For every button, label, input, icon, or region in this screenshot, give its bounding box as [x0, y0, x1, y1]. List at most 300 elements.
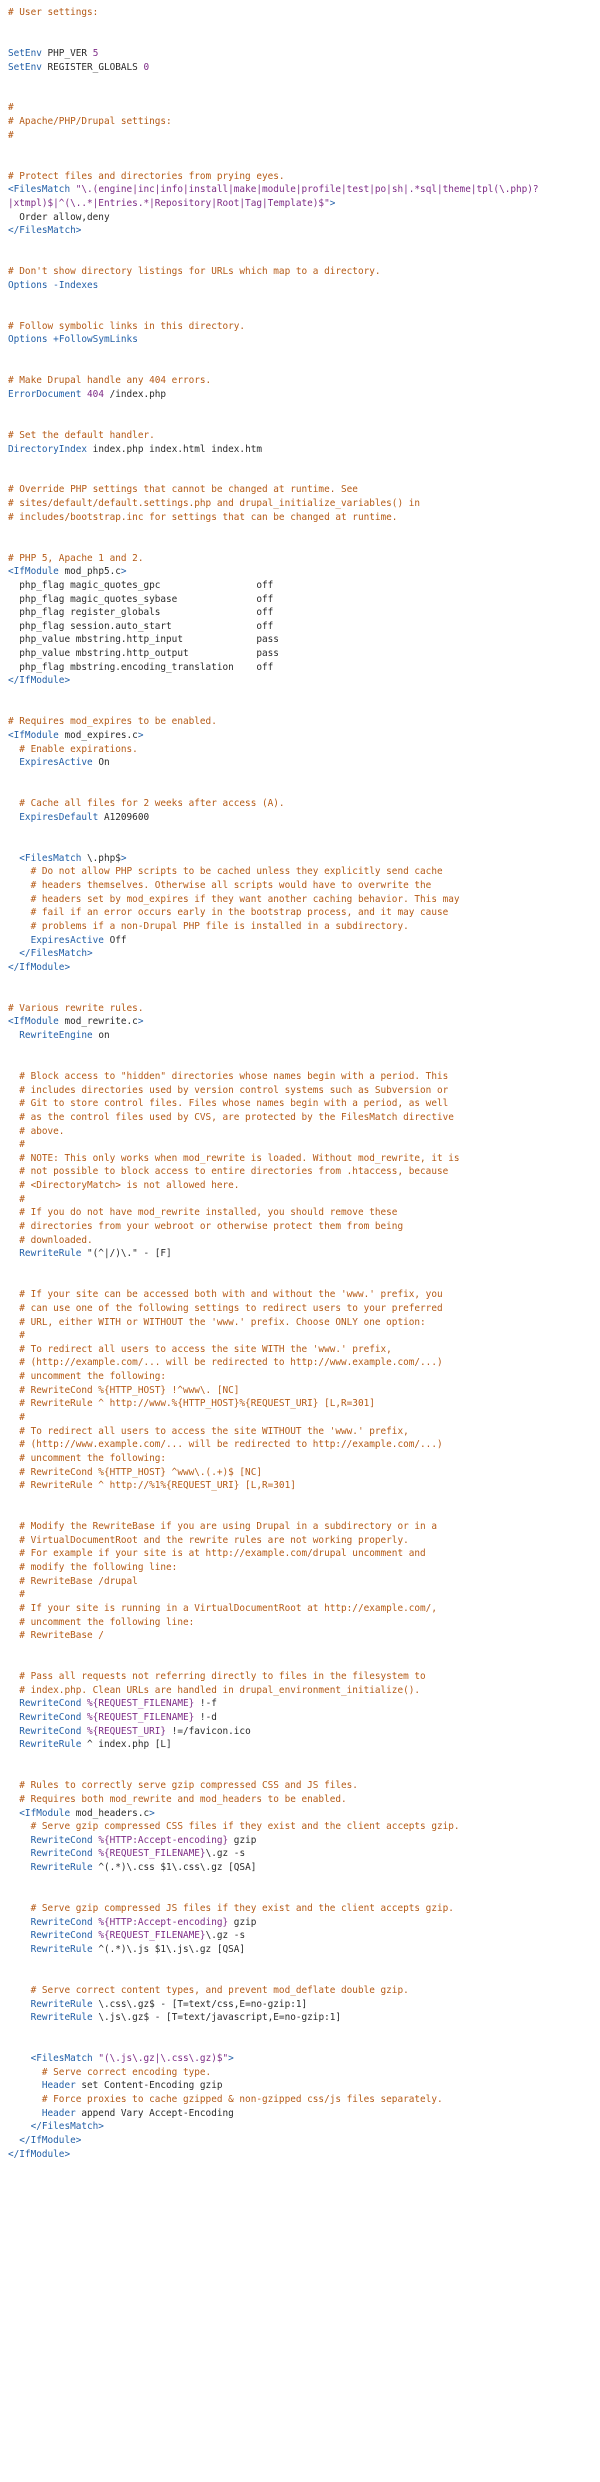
code-token: RewriteCond — [8, 1712, 82, 1724]
code-token: # If your site can be accessed both with and without the 'www.' prefix, you — [8, 1289, 443, 1301]
code-token: # To redirect all users to access the site WITH the 'www.' prefix, — [8, 1343, 392, 1355]
code-line — [8, 483, 600, 497]
code-token: mod_php5.c — [58, 566, 121, 578]
blank-line — [8, 1261, 600, 1275]
code-line — [8, 2093, 600, 2107]
code-token: ^(.*)\.js $1\.js\.gz [QSA] — [92, 1943, 246, 1955]
code-line — [8, 1916, 600, 1930]
code-token: php_flag session.auto_start off — [8, 620, 274, 632]
code-token: # PHP 5, Apache 1 and 2. — [8, 552, 144, 564]
code-token: # URL, either WITH or WITHOUT the 'www.' prefix. Choose ONLY one option: — [8, 1316, 426, 1328]
code-token: # sites/default/default.settings.php and drupal_initialize_variables() in — [8, 498, 421, 510]
code-token: </FilesMatch> — [8, 225, 82, 237]
code-token: %{REQUEST_URI} — [87, 1725, 167, 1737]
code-token: # Serve correct content types, and prevent mod_deflate double gzip. — [8, 1984, 409, 1996]
code-token: # — [8, 1589, 25, 1601]
code-line — [8, 961, 600, 975]
code-token: Header — [8, 2080, 76, 2092]
code-line — [8, 1397, 600, 1411]
blank-line — [8, 1056, 600, 1070]
code-token: # Apache/PHP/Drupal settings: — [8, 116, 172, 128]
code-line — [8, 1111, 600, 1125]
code-token: Off — [103, 934, 127, 946]
code-token: |xtmpl)$|^(\..*|Entries.*|Repository|Root|Tag|Template)$" — [8, 197, 330, 209]
code-token: # RewriteBase /drupal — [8, 1575, 138, 1587]
blank-line — [8, 470, 600, 484]
code-token: 0 — [143, 61, 150, 73]
code-token: <IfModule — [8, 566, 59, 578]
code-line — [8, 511, 600, 525]
code-token: > — [329, 197, 336, 209]
code-token: </IfModule> — [8, 2134, 82, 2146]
code-line — [8, 1697, 600, 1711]
code-line — [8, 1738, 600, 1752]
code-token: \.gz -s — [205, 1848, 246, 1860]
code-token: # includes/bootstrap.inc for settings that can be changed at runtime. — [8, 511, 398, 523]
code-token: # Follow symbolic links in this directory. — [8, 320, 246, 332]
code-token: RewriteRule — [8, 2012, 93, 2024]
code-token: </IfModule> — [8, 961, 71, 973]
code-token: # — [8, 1411, 25, 1423]
code-line — [8, 1684, 600, 1698]
blank-line — [8, 1957, 600, 1971]
code-token: # Serve correct encoding type. — [8, 2066, 212, 2078]
blank-line — [8, 1970, 600, 1984]
code-token: > — [137, 729, 144, 741]
code-token: # Rules to correctly serve gzip compressed CSS and JS files. — [8, 1780, 358, 1792]
code-line — [8, 1343, 600, 1357]
code-token: # (http://example.com/... will be redirected to http://www.example.com/...) — [8, 1357, 443, 1369]
blank-line — [8, 33, 600, 47]
code-token: # Override PHP settings that cannot be changed at runtime. See — [8, 484, 358, 496]
code-line — [8, 388, 600, 402]
code-token: > — [228, 2053, 234, 2065]
code-token: # To redirect all users to access the site WITHOUT the 'www.' prefix, — [8, 1425, 409, 1437]
blank-line — [8, 702, 600, 716]
blank-line — [8, 88, 600, 102]
code-token: </IfModule> — [8, 675, 71, 687]
blank-line — [8, 1275, 600, 1289]
code-token: </IfModule> — [8, 2148, 71, 2160]
code-line — [8, 1779, 600, 1793]
code-token: # NOTE: This only works when mod_rewrite is loaded. Without mod_rewrite, it is — [8, 1152, 460, 1164]
code-token: php_flag mbstring.encoding_translation off — [8, 661, 274, 673]
code-token: "(\.js\.gz|\.css\.gz)$" — [98, 2053, 229, 2065]
code-token: ExpiresDefault — [8, 811, 99, 823]
blank-line — [8, 142, 600, 156]
code-line — [8, 1834, 600, 1848]
code-token: # Git to store control files. Files whose names begin with a period, as well — [8, 1098, 449, 1110]
blank-line — [8, 74, 600, 88]
code-token: set Content-Encoding gzip — [75, 2080, 223, 2092]
code-token: !-d — [194, 1712, 217, 1724]
code-line — [8, 756, 600, 770]
code-line — [8, 1725, 600, 1739]
code-line — [8, 265, 600, 279]
code-line — [8, 1520, 600, 1534]
code-line — [8, 1370, 600, 1384]
code-line — [8, 920, 600, 934]
blank-line — [8, 988, 600, 1002]
code-line — [8, 1670, 600, 1684]
code-line — [8, 320, 600, 334]
code-line — [8, 224, 600, 238]
code-token: # RewriteBase / — [8, 1630, 104, 1642]
code-token: \.js\.gz$ - [T=text/javascript,E=no-gzip:1] — [92, 2012, 342, 2024]
code-line — [8, 2066, 600, 2080]
code-token: # RewriteCond %{HTTP_HOST} !^www\. [NC] — [8, 1384, 240, 1396]
code-line — [8, 852, 600, 866]
code-line — [8, 552, 600, 566]
code-line — [8, 1479, 600, 1493]
code-line — [8, 1438, 600, 1452]
code-line — [8, 1998, 600, 2012]
code-token: # Serve gzip compressed CSS files if they exist and the client accepts gzip. — [8, 1821, 460, 1833]
code-token: # Requires mod_expires to be enabled. — [8, 716, 217, 728]
code-line — [8, 729, 600, 743]
code-token: !-f — [194, 1698, 217, 1710]
blank-line — [8, 238, 600, 252]
code-line — [8, 183, 600, 197]
code-token: # RewriteRule ^ http://www.%{HTTP_HOST}%{REQUEST_URI} [L,R=301] — [8, 1398, 375, 1410]
code-token: RewriteRule — [8, 1862, 93, 1874]
code-line — [8, 1561, 600, 1575]
code-line — [8, 129, 600, 143]
code-line — [8, 1384, 600, 1398]
code-token: gzip — [228, 1916, 257, 1928]
blank-line — [8, 1875, 600, 1889]
code-line — [8, 1234, 600, 1248]
code-token: # headers set by mod_expires if they want another caching behavior. This may — [8, 893, 460, 905]
code-line — [8, 1943, 600, 1957]
blank-line — [8, 974, 600, 988]
blank-line — [8, 415, 600, 429]
blank-line — [8, 306, 600, 320]
code-token: /index.php — [103, 388, 167, 400]
code-token: # Force proxies to cache gzipped & non-gzipped css/js files separately. — [8, 2094, 443, 2106]
code-token: +FollowSymLinks — [53, 334, 138, 346]
code-line — [8, 211, 600, 225]
code-token: # Serve gzip compressed JS files if they exist and the client accepts gzip. — [8, 1903, 454, 1915]
code-token: # If your site is running in a VirtualDocumentRoot at http://example.com/, — [8, 1602, 437, 1614]
code-line — [8, 1929, 600, 1943]
code-token: # modify the following line: — [8, 1562, 178, 1574]
code-line — [8, 593, 600, 607]
code-token: Options — [8, 279, 48, 291]
code-token: append Vary Accept-Encoding — [75, 2107, 234, 2119]
code-token: # RewriteRule ^ http://%1%{REQUEST_URI} [L,R=301] — [8, 1480, 296, 1492]
code-line — [8, 1247, 600, 1261]
code-line — [8, 1206, 600, 1220]
code-token: "\.(engine|inc|info|install|make|module|profile|test|po|sh|.*sql|theme|tpl(\.php)? — [75, 184, 539, 196]
code-token: RewriteRule — [8, 1943, 93, 1955]
blank-line — [8, 156, 600, 170]
code-token: <IfModule — [8, 729, 59, 741]
code-token: RewriteRule — [8, 1248, 82, 1260]
code-line — [8, 1534, 600, 1548]
code-line — [8, 865, 600, 879]
code-token: -Indexes — [53, 279, 99, 291]
code-line — [8, 1329, 600, 1343]
blank-line — [8, 1043, 600, 1057]
code-line — [8, 6, 600, 20]
code-token: # Make Drupal handle any 404 errors. — [8, 375, 212, 387]
code-token: # uncomment the following line: — [8, 1616, 195, 1628]
code-token: ExpiresActive — [8, 757, 93, 769]
code-token: %{HTTP:Accept-encoding} — [98, 1916, 229, 1928]
code-line — [8, 2134, 600, 2148]
code-line — [8, 429, 600, 443]
code-line — [8, 2148, 600, 2162]
code-token: <FilesMatch — [8, 184, 71, 196]
code-token: 5 — [92, 47, 99, 59]
code-token: > — [149, 1807, 155, 1819]
code-token: %{REQUEST_FILENAME} — [98, 1848, 206, 1860]
code-line — [8, 1452, 600, 1466]
blank-line — [8, 1657, 600, 1671]
code-line — [8, 934, 600, 948]
code-token: # downloaded. — [8, 1234, 93, 1246]
code-token: \.css\.gz$ - [T=text/css,E=no-gzip:1] — [92, 1998, 308, 2010]
code-token: # Requires both mod_rewrite and mod_headers to be enabled. — [8, 1793, 347, 1805]
code-line — [8, 1029, 600, 1043]
blank-line — [8, 688, 600, 702]
code-token: # not possible to block access to entire directories from .htaccess, because — [8, 1166, 449, 1178]
code-token: "(^|/)\." - [F] — [81, 1248, 172, 1260]
code-token: # <DirectoryMatch> is not allowed here. — [8, 1180, 240, 1192]
code-token: # problems if a non-Drupal PHP file is installed in a subdirectory. — [8, 920, 409, 932]
code-token: gzip — [228, 1834, 257, 1846]
code-token: # (http://www.example.com/... will be redirected to http://example.com/...) — [8, 1439, 443, 1451]
code-line — [8, 811, 600, 825]
code-line — [8, 2107, 600, 2121]
blank-line — [8, 292, 600, 306]
blank-line — [8, 361, 600, 375]
blank-line — [8, 824, 600, 838]
code-line — [8, 1847, 600, 1861]
code-line — [8, 947, 600, 961]
code-token: Order allow,deny — [8, 211, 110, 223]
code-token: # User settings: — [8, 7, 99, 18]
code-token: %{HTTP:Accept-encoding} — [98, 1834, 229, 1846]
code-token: <IfModule — [8, 1807, 71, 1819]
code-token: SetEnv — [8, 61, 42, 73]
code-token: RewriteCond — [8, 1916, 93, 1928]
code-line — [8, 333, 600, 347]
code-token: ErrorDocument — [8, 388, 82, 400]
code-line — [8, 1793, 600, 1807]
code-line — [8, 2079, 600, 2093]
code-token: # fail if an error occurs early in the bootstrap process, and it may cause — [8, 907, 449, 919]
code-line — [8, 1425, 600, 1439]
code-token: # Cache all files for 2 weeks after access (A). — [8, 798, 285, 810]
blank-line — [8, 1766, 600, 1780]
code-line — [8, 743, 600, 757]
code-line — [8, 1902, 600, 1916]
code-token: REGISTER_GLOBALS — [41, 61, 144, 73]
code-token: PHP_VER — [41, 47, 93, 59]
code-token: Header — [8, 2107, 76, 2119]
code-token: # If you do not have mod_rewrite installed, you should remove these — [8, 1207, 398, 1219]
code-token: # Set the default handler. — [8, 429, 155, 441]
code-line — [8, 620, 600, 634]
code-line — [8, 2120, 600, 2134]
blank-line — [8, 1752, 600, 1766]
code-line — [8, 1070, 600, 1084]
code-line — [8, 1125, 600, 1139]
code-token: # headers themselves. Otherwise all scripts would have to overwrite the — [8, 880, 432, 891]
code-line — [8, 1193, 600, 1207]
code-line — [8, 1588, 600, 1602]
code-token: 404 — [87, 388, 104, 400]
blank-line — [8, 2038, 600, 2052]
code-token: mod_rewrite.c — [58, 1016, 138, 1028]
code-line — [8, 1097, 600, 1111]
code-line — [8, 1602, 600, 1616]
blank-line — [8, 252, 600, 266]
code-line — [8, 1165, 600, 1179]
code-line — [8, 893, 600, 907]
code-token: %{REQUEST_FILENAME} — [87, 1698, 195, 1710]
code-line — [8, 2052, 600, 2066]
code-token: php_flag magic_quotes_sybase off — [8, 593, 274, 605]
code-token: DirectoryIndex — [8, 443, 88, 455]
code-token: # uncomment the following: — [8, 1452, 167, 1464]
code-line — [8, 579, 600, 593]
code-token: %{REQUEST_FILENAME} — [87, 1712, 195, 1724]
code-line — [8, 197, 600, 211]
code-line — [8, 2011, 600, 2025]
code-token: </FilesMatch> — [8, 948, 93, 960]
code-token: RewriteCond — [8, 1698, 82, 1710]
code-token: <FilesMatch — [8, 2053, 93, 2065]
code-token: </FilesMatch> — [8, 2121, 104, 2133]
code-line — [8, 1002, 600, 1016]
code-line — [8, 715, 600, 729]
code-token: SetEnv — [8, 47, 42, 59]
code-line — [8, 1015, 600, 1029]
code-token: # Pass all requests not referring directly to files in the filesystem to — [8, 1671, 426, 1683]
code-token: # RewriteCond %{HTTP_HOST} ^www\.(.+)$ [NC] — [8, 1466, 262, 1478]
code-line — [8, 797, 600, 811]
blank-line — [8, 1506, 600, 1520]
code-token: # directories from your webroot or otherwise protect them from being — [8, 1221, 404, 1233]
blank-line — [8, 2025, 600, 2039]
code-token: RewriteCond — [8, 1930, 93, 1942]
code-token: php_flag magic_quotes_gpc off — [8, 579, 274, 591]
code-token: RewriteCond — [8, 1725, 82, 1737]
blank-line — [8, 538, 600, 552]
code-token: # includes directories used by version control systems such as Subversion or — [8, 1084, 449, 1096]
code-line — [8, 1616, 600, 1630]
code-token: php_value mbstring.http_input pass — [8, 634, 279, 646]
code-token: # can use one of the following settings to redirect users to your preferred — [8, 1302, 443, 1314]
code-token: # Don't show directory listings for URLs which map to a directory. — [8, 266, 381, 278]
code-line — [8, 47, 600, 61]
code-line — [8, 1547, 600, 1561]
code-token: RewriteRule — [8, 1739, 82, 1751]
code-line — [8, 565, 600, 579]
code-token: %{REQUEST_FILENAME} — [98, 1930, 206, 1942]
code-token: php_flag register_globals off — [8, 607, 274, 619]
code-line — [8, 1807, 600, 1821]
blank-line — [8, 1493, 600, 1507]
blank-line — [8, 838, 600, 852]
code-token: php_value mbstring.http_output pass — [8, 648, 279, 660]
code-line — [8, 633, 600, 647]
code-token: Options — [8, 334, 48, 346]
code-token: mod_headers.c — [70, 1807, 150, 1819]
blank-line — [8, 524, 600, 538]
code-token: # Protect files and directories from prying eyes. — [8, 170, 285, 182]
code-line — [8, 115, 600, 129]
code-token: # Block access to "hidden" directories whose names begin with a period. This — [8, 1070, 449, 1082]
code-line — [8, 1152, 600, 1166]
code-token: # Various rewrite rules. — [8, 1002, 144, 1014]
code-line — [8, 374, 600, 388]
blank-line — [8, 1888, 600, 1902]
code-token: ExpiresActive — [8, 934, 104, 946]
code-token: > — [120, 566, 127, 578]
code-line — [8, 61, 600, 75]
code-token: ^(.*)\.css $1\.css\.gz [QSA] — [92, 1862, 257, 1874]
code-token: A1209600 — [98, 811, 150, 823]
code-line — [8, 1984, 600, 1998]
code-token: # Modify the RewriteBase if you are using Drupal in a subdirectory or in a — [8, 1521, 437, 1533]
code-line — [8, 170, 600, 184]
blank-line — [8, 347, 600, 361]
code-token: # — [8, 1193, 25, 1205]
code-line — [8, 1302, 600, 1316]
code-line — [8, 279, 600, 293]
code-token: <FilesMatch — [8, 852, 82, 864]
code-token: <IfModule — [8, 1016, 59, 1028]
code-token: # Do not allow PHP scripts to be cached unless they explicitly send cache — [8, 866, 443, 878]
code-token: On — [92, 757, 110, 769]
blank-line — [8, 402, 600, 416]
code-line — [8, 443, 600, 457]
code-line — [8, 1820, 600, 1834]
code-line — [8, 879, 600, 893]
code-line — [8, 674, 600, 688]
code-line — [8, 1466, 600, 1480]
code-line — [8, 1629, 600, 1643]
code-token: > — [137, 1016, 144, 1028]
code-line — [8, 1138, 600, 1152]
code-line — [8, 1711, 600, 1725]
code-token: RewriteEngine — [8, 1030, 93, 1042]
code-line — [8, 1220, 600, 1234]
code-token: # above. — [8, 1125, 65, 1137]
code-token: RewriteCond — [8, 1834, 93, 1846]
code-line — [8, 661, 600, 675]
code-line — [8, 606, 600, 620]
code-line — [8, 647, 600, 661]
blank-line — [8, 784, 600, 798]
code-token: # — [8, 1139, 25, 1151]
code-token: # as the control files used by CVS, are protected by the FilesMatch directive — [8, 1111, 454, 1123]
code-token: # VirtualDocumentRoot and the rewrite rules are not working properly. — [8, 1534, 409, 1546]
code-line — [8, 1575, 600, 1589]
code-token: ^ index.php [L] — [81, 1739, 172, 1751]
blank-line — [8, 1643, 600, 1657]
code-token: index.php index.html index.htm — [87, 443, 263, 455]
code-token: # — [8, 102, 14, 114]
code-token: # Enable expirations. — [8, 743, 138, 755]
code-line — [8, 101, 600, 115]
code-token: mod_expires.c — [58, 729, 138, 741]
code-line — [8, 1861, 600, 1875]
